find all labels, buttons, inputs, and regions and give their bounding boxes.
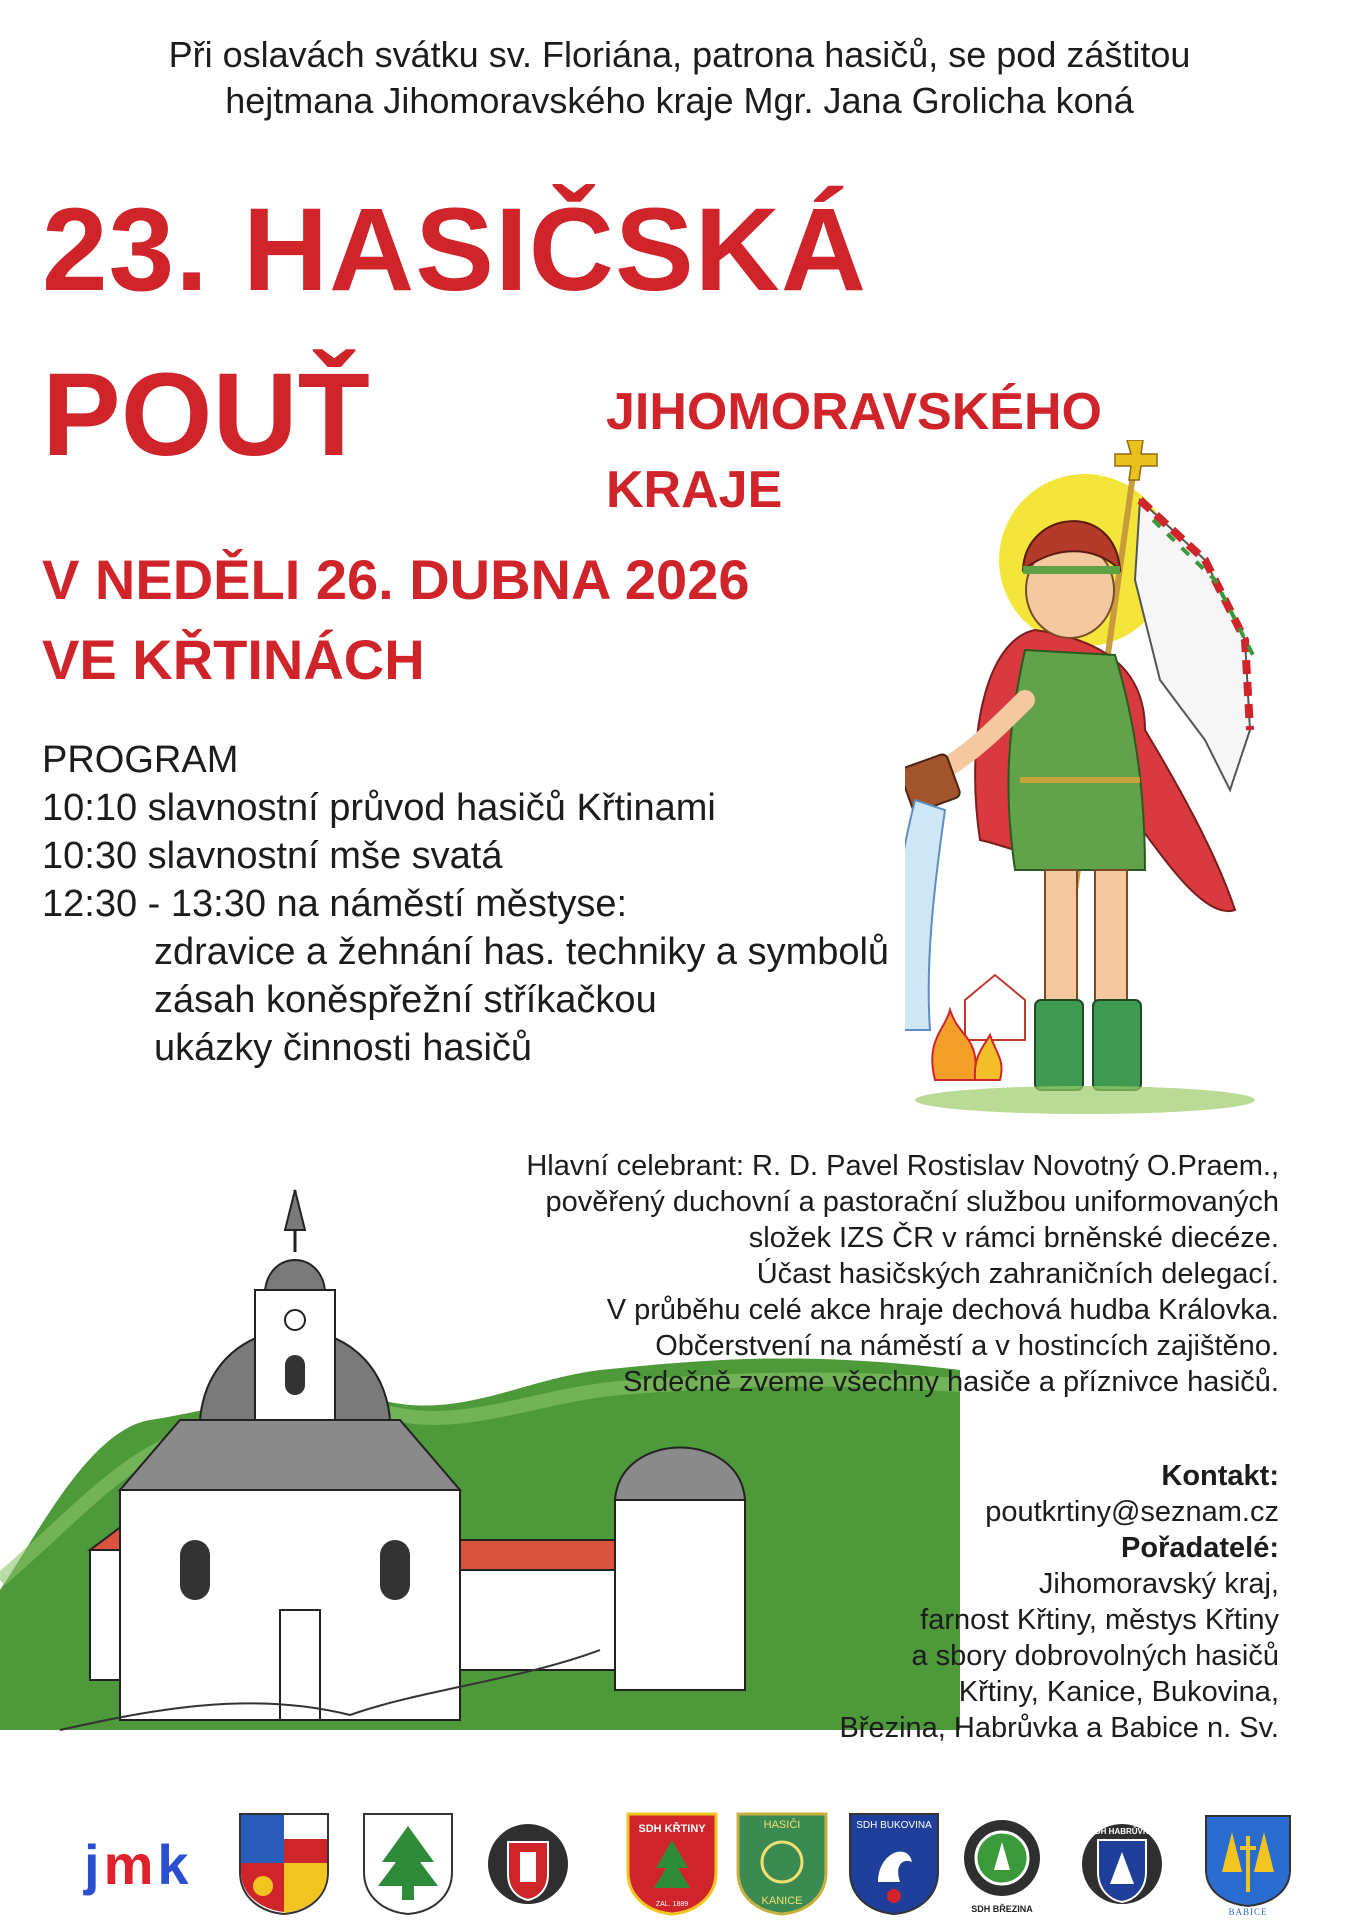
sdh-krtiny-year: ZAL. 1889: [655, 1901, 689, 1908]
jmk-letter-m: m: [103, 1833, 158, 1896]
jmk-logo: [84, 1832, 193, 1897]
krtiny-coat-of-arms-icon: [362, 1812, 454, 1916]
house: [965, 975, 1025, 1040]
organizer-line: Březina, Habrůvka a Babice n. Sv.: [839, 1712, 1279, 1744]
clock: [285, 1310, 305, 1330]
info-line: Občerstvení na náměstí a v hostincích zajištěno.: [655, 1330, 1279, 1362]
cross: [1115, 440, 1157, 480]
sdh-brezina-label: SDH BŘEZINA: [971, 1904, 1033, 1914]
program-subitem: ukázky činnosti hasičů: [154, 1027, 533, 1069]
sdh-habruvka-label: SDH HABRŮVKA: [1089, 1827, 1155, 1836]
event-date: V NEDĚLI 26. DUBNA 2026: [42, 548, 750, 611]
info-block: [526, 1148, 1279, 1400]
sdh-krtiny-emblem-icon: [626, 1812, 718, 1916]
jmk-letter-j: j: [84, 1833, 104, 1896]
organizer-line: farnost Křtiny, městys Křtiny: [920, 1604, 1279, 1636]
babice-label: BABICE: [1228, 1907, 1268, 1916]
intro-text: [20, 32, 1339, 124]
region-line2: KRAJE: [606, 461, 783, 519]
intro-line: Při oslavách svátku sv. Floriána, patrona hasičů, se pod záštitou: [168, 34, 1191, 75]
program-subitem: zdravice a žehnání has. techniky a symbolů: [154, 931, 890, 973]
region-line1: JIHOMORAVSKÉHO: [606, 383, 1102, 441]
contact-heading: Kontakt:: [1161, 1460, 1279, 1492]
info-line: pověřený duchovní a pastorační službou uniformovaných: [545, 1186, 1279, 1218]
event-place: VE KŘTINÁCH: [42, 628, 425, 691]
sdh-bukovina-label: SDH BUKOVINA: [856, 1820, 932, 1831]
babice-coat-of-arms-icon: [1202, 1812, 1294, 1916]
program-item: 10:10 slavnostní průvod hasičů Křtinami: [42, 787, 716, 829]
organizer-line: a sbory dobrovolných hasičů: [911, 1640, 1279, 1672]
program: [42, 736, 889, 1072]
roof: [440, 1540, 640, 1570]
sdh-brezina-emblem-icon: [956, 1812, 1048, 1916]
info-line: Hlavní celebrant: R. D. Pavel Rostislav Novotný O.Praem.,: [526, 1150, 1279, 1182]
event-title-line1: 23. HASIČSKÁ: [42, 184, 868, 316]
region-coat-of-arms-icon: [238, 1812, 330, 1916]
sdh-habruvka-emblem-icon: [1076, 1812, 1168, 1916]
boot: [1093, 1000, 1141, 1090]
info-line: Srdečně zveme všechny hasiče a příznivce hasičů.: [622, 1366, 1279, 1398]
kanice-bottom-label: KANICE: [761, 1895, 803, 1907]
program-subitem: zásah koněspřežní stříkačkou: [154, 979, 657, 1021]
program-item: 12:30 - 13:30 na náměstí městyse:: [42, 883, 628, 925]
contact-email[interactable]: poutkrtiny@seznam.cz: [985, 1496, 1279, 1528]
water: [905, 800, 945, 1030]
event-title-line2: POUŤ: [42, 349, 370, 481]
info-line: V průběhu celé akce hraje dechová hudba Královka.: [606, 1294, 1279, 1326]
boot: [1035, 1000, 1083, 1090]
sdh-bukovina-emblem-icon: [848, 1812, 940, 1916]
organizers-heading: Pořadatelé:: [1121, 1532, 1279, 1564]
program-item: 10:30 slavnostní mše svatá: [42, 835, 503, 877]
organizer-line: Křtiny, Kanice, Bukovina,: [958, 1676, 1279, 1708]
sdh-krtiny-label: SDH KŘTINY: [638, 1823, 706, 1835]
saint-florian-illustration: [905, 440, 1325, 1140]
info-line: složek IZS ČR v rámci brněnské diecéze.: [748, 1222, 1279, 1254]
jmk-letter-k: k: [157, 1833, 193, 1896]
info-line: Účast hasičských zahraničních delegací.: [756, 1258, 1279, 1290]
contact-block: [839, 1458, 1279, 1746]
fire-brigade-emblem-icon: [482, 1812, 574, 1916]
kanice-top-label: HASIČI: [763, 1819, 801, 1831]
kanice-emblem-icon: [736, 1812, 828, 1916]
program-heading: PROGRAM: [42, 739, 239, 781]
organizer-line: Jihomoravský kraj,: [1038, 1568, 1279, 1600]
intro-line: hejtmana Jihomoravského kraje Mgr. Jana Grolicha koná: [225, 80, 1134, 121]
